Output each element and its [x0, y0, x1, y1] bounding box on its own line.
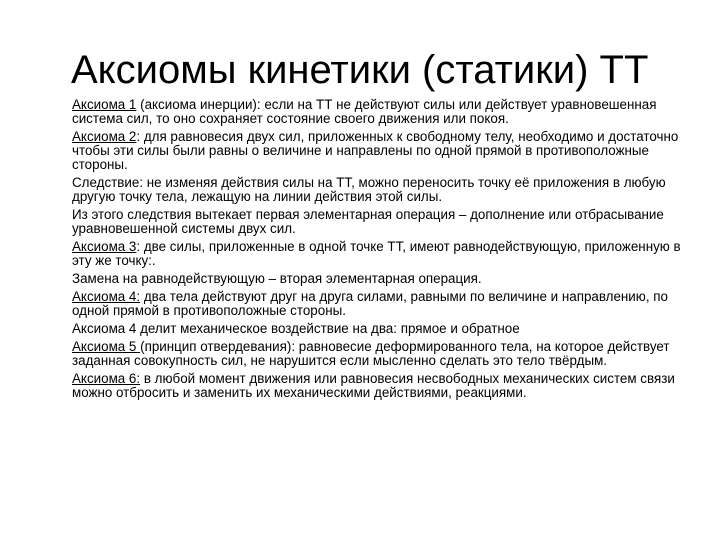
axiom-4-text: два тела действуют друг на друга силами, равными по величине и направлению, по одной прямой в противоположные стороны. — [72, 289, 668, 319]
corollary-text: Следствие: не изменяя действия силы на ТТ, можно переносить точку её приложения в любую другую точку тела, лежащую на линии действия этой силы. — [72, 175, 666, 205]
corollary-paragraph — [72, 176, 684, 204]
axiom-6-paragraph — [72, 372, 684, 400]
axiom-6-text: в любой момент движения или равновесия несвободных механических систем связи можно отбросить и заменить их механическими действиями, реакциями. — [72, 370, 675, 400]
axiom-1-text: (аксиома инерции): если на ТТ не действуют силы или действует уравновешенная система сил, то оно сохраняет состояние своего движения или покоя. — [72, 97, 657, 127]
axiom-3-label: Аксиома 3 — [72, 239, 137, 255]
axiom-4-note-text: Аксиома 4 делит механическое воздействие на два: прямое и обратное — [72, 321, 520, 336]
second-operation-text: Замена на равнодействующую – вторая элементарная операция. — [72, 271, 482, 287]
axiom-1-paragraph — [72, 98, 684, 126]
axiom-2-paragraph — [72, 130, 684, 173]
axiom-2-label: Аксиома 2 — [72, 129, 137, 144]
axiom-5-paragraph — [72, 340, 684, 368]
axiom-5-label: Аксиома 5 — [72, 338, 141, 354]
axiom-2-text: : для равновесия двух сил, приложенных к свободному телу, необходимо и достаточно чтобы эти силы были равны о величине и направлены по одной прямой в противоположные стороны. — [72, 129, 679, 173]
first-operation-text: Из этого следствия вытекает первая элементарная операция – дополнение или отбрасывание уравновешенной системы двух сил. — [72, 207, 664, 237]
slide-body — [72, 98, 684, 404]
axiom-5-text: (принцип отвердевания): равновесие деформированного тела, на которое действует заданная совокупность сил, не нарушится если мысленно сделать это тело твёрдым. — [72, 338, 670, 368]
first-operation-paragraph — [72, 208, 684, 236]
axiom-3-paragraph — [72, 240, 684, 268]
second-operation-paragraph — [72, 272, 684, 286]
axiom-4-note-paragraph — [72, 322, 684, 336]
axiom-1-label: Аксиома 1 — [72, 97, 137, 112]
slide-title: Аксиомы кинетики (статики) ТТ — [71, 48, 649, 92]
axiom-3-text: : две силы, приложенные в одной точке ТТ, имеют равнодействующую, приложенную в эту же точку:. — [72, 239, 681, 269]
axiom-4-paragraph — [72, 290, 684, 318]
axiom-6-label: Аксиома 6: — [72, 370, 141, 386]
axiom-4-label: Аксиома 4: — [72, 289, 141, 304]
